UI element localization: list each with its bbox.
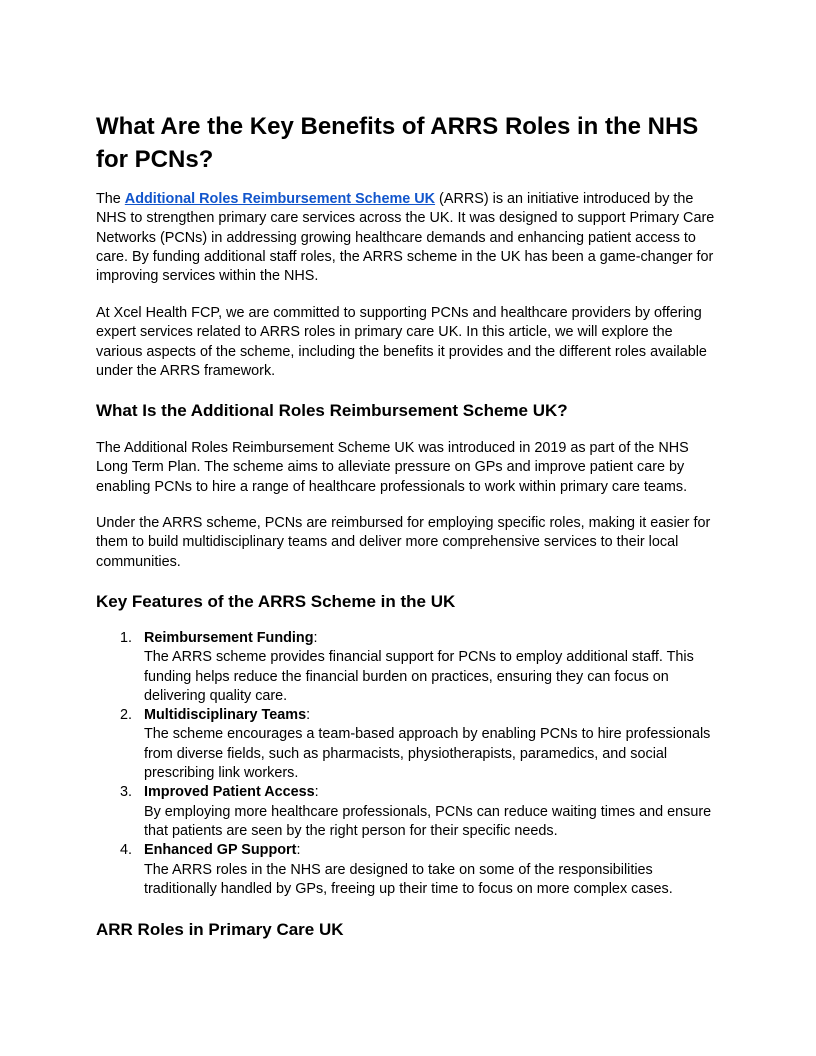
list-item-colon: : <box>296 842 301 859</box>
list-item-text: The scheme encourages a team-based approach by enabling PCNs to hire professionals from diverse fields, such as pharmacists, physiotherapists, paramedics, and social prescribing link workers. <box>144 726 711 782</box>
features-list <box>96 629 722 899</box>
list-item-title: Reimbursement Funding <box>144 630 314 646</box>
section-key-features <box>96 591 722 613</box>
what-is-paragraph-2-text: Under the ARRS scheme, PCNs are reimbursed for employing specific roles, making it easier for them to build multidisciplinary teams and deliver more comprehensive services to their local communities. <box>96 515 711 570</box>
what-is-paragraph-1-text: The Additional Roles Reimbursement Scheme UK was introduced in 2019 as part of the NHS Long Term Plan. The scheme aims to alleviate pressure on GPs and improve patient care by enabling PCNs to hire a range of healthcare professionals to work within primary care teams. <box>96 440 689 495</box>
list-item <box>96 706 722 783</box>
what-is-paragraph-2 <box>96 514 722 572</box>
list-item-text: The ARRS roles in the NHS are designed to take on some of the responsibilities traditionally handled by GPs, freeing up their time to focus on more complex cases. <box>144 861 673 897</box>
section-heading-key-features: Key Features of the ARRS Scheme in the UK <box>96 592 456 611</box>
section-heading-what-is: What Is the Additional Roles Reimbursement Scheme UK? <box>96 401 568 420</box>
list-item-title: Multidisciplinary Teams <box>144 707 307 724</box>
list-item-title: Enhanced GP Support <box>144 842 297 859</box>
intro-prefix: The <box>96 191 125 207</box>
list-item <box>96 841 722 899</box>
features-list-wrapper <box>96 629 722 899</box>
list-item-number: 4. <box>120 842 133 859</box>
company-paragraph <box>96 304 722 381</box>
list-item-number: 3. <box>120 784 133 801</box>
list-item-colon: : <box>314 784 319 801</box>
list-item-colon: : <box>313 630 318 646</box>
list-item-number: 2. <box>120 707 133 724</box>
intro-suffix: (ARRS) is an initiative introduced by the NHS to strengthen primary care services across the UK. It was designed to support Primary Care Networks (PCNs) in addressing growing healthcare demands and enhancing patient access to care. By funding additional staff roles, the ARRS scheme in the UK has been a game-changer for improving services within the NHS. <box>96 191 715 285</box>
list-item <box>96 783 722 841</box>
list-item-number: 1. <box>120 630 133 646</box>
company-paragraph-text: At Xcel Health FCP, we are committed to supporting PCNs and healthcare providers by offering expert services related to ARRS roles in primary care UK. In this article, we will explore the various aspects of the scheme, including the benefits it provides and the different roles available under the ARRS framework. <box>96 305 707 379</box>
section-arr-roles <box>96 919 722 941</box>
what-is-paragraph-1 <box>96 439 722 497</box>
list-item-text: The ARRS scheme provides financial support for PCNs to employ additional staff. This funding helps reduce the financial burden on practices, ensuring they can focus on delivering quality care. <box>144 649 694 704</box>
list-item-colon: : <box>306 707 311 724</box>
intro-paragraph <box>96 190 722 286</box>
page-title: What Are the Key Benefits of ARRS Roles in the NHS for PCNs? <box>96 113 699 173</box>
section-what-is <box>96 400 722 422</box>
list-item <box>96 629 722 706</box>
arrs-scheme-link[interactable]: Additional Roles Reimbursement Scheme UK <box>124 191 436 207</box>
section-heading-arr-roles: ARR Roles in Primary Care UK <box>96 920 344 939</box>
list-item-title: Improved Patient Access <box>144 784 315 801</box>
list-item-text: By employing more healthcare professionals, PCNs can reduce waiting times and ensure that patients are seen by the right person for their specific needs. <box>144 803 712 839</box>
